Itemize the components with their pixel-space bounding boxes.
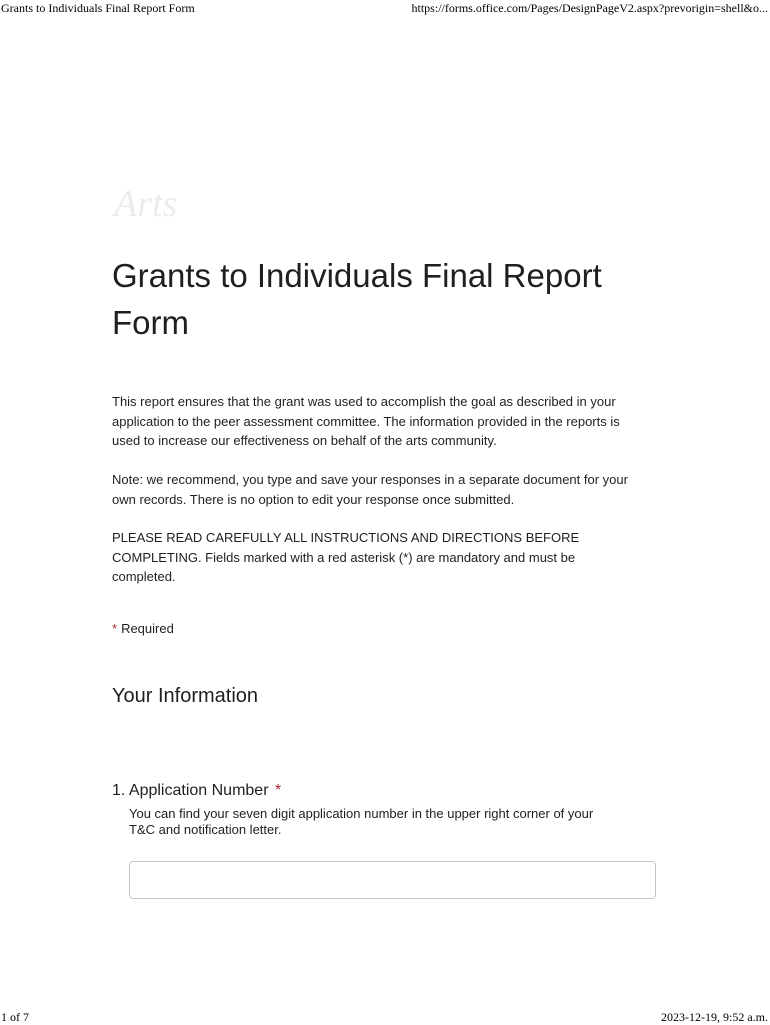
print-footer [0, 1010, 770, 1025]
form-description-instructions: PLEASE READ CAREFULLY ALL INSTRUCTIONS AND DIRECTIONS BEFORE COMPLETING. Fields marked with a red asterisk (*) are mandatory and must be completed. [112, 530, 580, 584]
question-number: 1. [112, 782, 126, 799]
arts-logo [112, 176, 192, 226]
section-title: Your Information [112, 685, 259, 707]
application-number-input[interactable] [129, 861, 656, 899]
print-datetime: 2023-12-19, 9:52 a.m. [661, 1010, 768, 1024]
print-header-title: Grants to Individuals Final Report Form [1, 1, 195, 15]
question-label: Application Number [128, 782, 269, 799]
required-asterisk: * [112, 621, 118, 636]
required-note [112, 621, 174, 636]
page-counter: 1 of 7 [1, 1010, 29, 1024]
form-title: Grants to Individuals Final Report Form [112, 257, 602, 341]
print-header-url: https://forms.office.com/Pages/DesignPageV2.aspx?prevorigin=shell&o... [411, 1, 768, 15]
form-description-note: Note: we recommend, you type and save your responses in a separate document for your own records. There is no option to edit your response once submitted. [112, 472, 628, 507]
arts-logo-graphic [112, 176, 192, 226]
question-title [112, 782, 672, 800]
required-asterisk: * [274, 782, 282, 799]
svg-text:Arts: Arts [114, 183, 178, 225]
form-description-intro: This report ensures that the grant was used to accomplish the goal as described in your application to the peer assessment committee. The information provided in the reports is used to increase our effectiveness on behalf of the arts community. [112, 394, 620, 448]
question-application-number [112, 782, 672, 838]
required-label: Required [121, 621, 174, 636]
print-header [0, 1, 770, 16]
question-description: You can find your seven digit application number in the upper right corner of your T&C and notification letter. [129, 806, 594, 837]
